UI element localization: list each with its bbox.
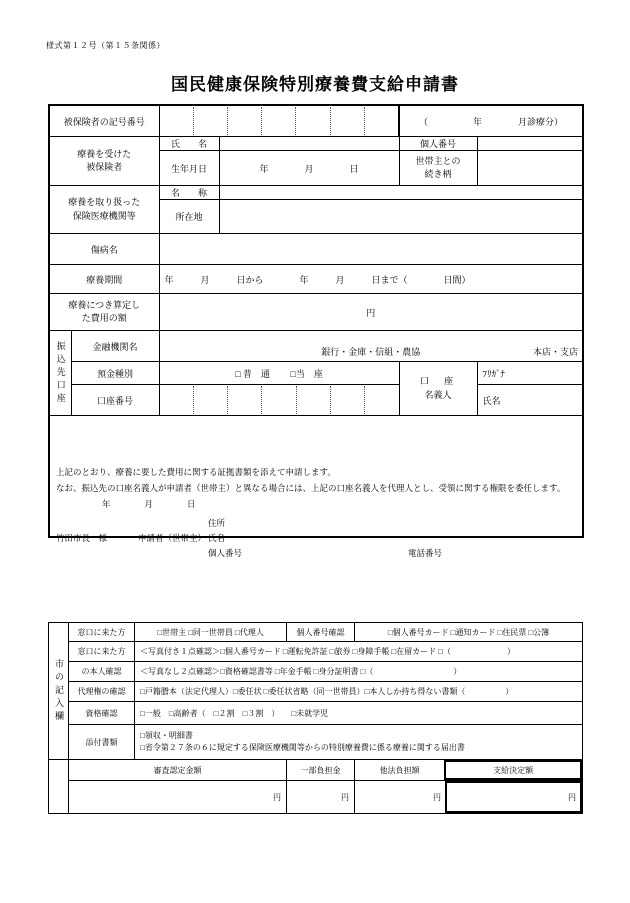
visitor-options[interactable]: □世帯主 □同一世帯員 □代理人 xyxy=(135,623,287,642)
institution-name-input[interactable] xyxy=(219,186,583,200)
qualification-label: 資格確認 xyxy=(69,702,135,725)
table-row-attachments xyxy=(49,725,583,760)
amount-header-2-3-wrap xyxy=(355,760,583,781)
cost-label-line2: た費用の額 xyxy=(81,313,127,323)
signature-address-label: 住所 xyxy=(208,518,226,528)
period-label: 療養期間 xyxy=(49,265,159,294)
cost-label-line1: 療養につき算定し xyxy=(68,299,141,310)
insured-birth-label: 生年月日 xyxy=(159,151,219,186)
bank-vertical-label-text: 振込先口座 xyxy=(55,340,66,406)
attachments-options[interactable] xyxy=(135,725,583,760)
city-vertical-label xyxy=(49,623,69,760)
amount-value-2-3-wrap xyxy=(355,781,583,814)
insured-label xyxy=(49,137,159,186)
qualification-options[interactable]: □一般 □高齢者（ □２割 □３割 ） □未就学児 xyxy=(135,702,583,725)
applicant-label: 申請者（世帯主） xyxy=(138,533,207,543)
relation-label-line1: 世帯主との xyxy=(415,155,461,166)
table-row-account-number xyxy=(49,385,583,416)
insured-mynumber-label: 個人番号 xyxy=(399,137,477,151)
attachments-label: 添付書類 xyxy=(69,725,135,760)
proxy-options[interactable]: □戸籍謄本（法定代理人）□委任状 □委任状省略（同一世帯員）□本人しか持ち得ない書類（ ） xyxy=(135,682,583,702)
table-row-institution-name xyxy=(49,186,583,200)
signature-phone-label: 電話番号 xyxy=(408,548,443,558)
attachment-receipt-checkbox[interactable]: □領収・明細書 xyxy=(140,731,193,741)
insured-name-input[interactable] xyxy=(219,137,399,151)
table-row-visitor xyxy=(49,623,583,642)
bank-institution-types: 銀行・金庫・信組・農協 xyxy=(321,347,421,357)
identity-label-line2: の本人確認 xyxy=(69,662,135,682)
identity-photo-line[interactable]: ＜写真付き１点確認＞□個人番号カード □運転免許証 □旅券 □身障手帳 □在留カード □（ ） xyxy=(135,642,583,662)
account-holder-label-line2: 名義人 xyxy=(424,389,452,400)
table-row-bank-institution xyxy=(49,331,583,362)
table-row-amount-headers xyxy=(49,760,583,781)
insured-label-line2: 被保険者 xyxy=(86,162,123,172)
signature-mynumber-label: 個人番号 xyxy=(208,548,243,558)
page-title: 国民健康保険特別療養費支給申請書 xyxy=(171,75,459,94)
treatment-period-note: （ 年 月診療分） xyxy=(399,105,583,137)
account-number-label: 口座番号 xyxy=(71,385,159,416)
proxy-label: 代理権の確認 xyxy=(69,682,135,702)
institution-address-input[interactable] xyxy=(219,200,583,234)
symbol-number-label: 被保険者の記号番号 xyxy=(49,105,159,137)
mayor-label: 竹田市長 様 xyxy=(56,533,108,543)
declaration-line-1: 上記のとおり、療養に要した費用に関する証拠書類を添えて申請します。 xyxy=(56,467,336,477)
visitor-label: 窓口に来た方 xyxy=(69,623,135,642)
table-row-cost xyxy=(49,294,583,331)
identity-nophoto-line[interactable]: ＜写真なし２点確認＞□資格確認書等 □年金手帳 □身分証明書 □（ ） xyxy=(135,662,583,682)
bank-institution-input[interactable] xyxy=(159,331,583,362)
mynumber-check-options[interactable]: □個人番号カード □通知カード □住民票 □公簿 xyxy=(355,623,583,642)
account-holder-label-line1: 口 座 xyxy=(420,376,457,387)
city-vertical-label-text: 市の記入欄 xyxy=(54,658,64,724)
institution-label-line1: 療養を取り扱った xyxy=(68,197,141,208)
signature-name-label: 氏名 xyxy=(208,533,226,543)
deposit-current-checkbox[interactable]: □当 座 xyxy=(290,368,323,379)
table-row-symbol-number xyxy=(49,105,583,137)
amount-value-3[interactable]: 円 xyxy=(446,782,581,812)
period-input[interactable]: 年 月 日から 年 月 日まで（ 日間） xyxy=(159,265,583,294)
amount-header-2: 他法負担額 xyxy=(355,761,445,779)
signature-block xyxy=(56,516,572,561)
declaration-line-2: なお、振込先の口座名義人が申請者（世帯主）と異なる場合には、上記の口座名義人を代理人とし、受領に関する権限を委任します。 xyxy=(56,483,566,494)
table-row-proxy xyxy=(49,682,583,702)
table-row-disease xyxy=(49,234,583,265)
institution-label xyxy=(49,186,159,234)
amount-header-3: 支給決定額 xyxy=(445,761,581,779)
bank-institution-label: 金融機関名 xyxy=(71,331,159,362)
account-holder-label xyxy=(399,362,477,416)
identity-label-line1: 窓口に来た方 xyxy=(69,642,135,662)
insured-mynumber-input[interactable] xyxy=(477,137,583,151)
city-entry-table xyxy=(48,622,583,814)
form-number: 様式第１２号（第１５条関係） xyxy=(46,41,165,50)
account-name-input[interactable]: 氏名 xyxy=(477,385,583,416)
table-row-insured-name xyxy=(49,137,583,151)
insured-label-line1: 療養を受けた xyxy=(77,148,132,159)
insured-name-label: 氏 名 xyxy=(159,137,219,151)
cost-label xyxy=(49,294,159,331)
insured-birth-input[interactable]: 年 月 日 xyxy=(219,151,399,186)
amount-value-1[interactable]: 円 xyxy=(287,781,355,814)
institution-label-line2: 保険医療機関等 xyxy=(72,210,136,221)
declaration-block xyxy=(56,464,572,512)
institution-address-label: 所在地 xyxy=(159,200,219,234)
deposit-ordinary-checkbox[interactable]: □ 普 通 xyxy=(235,368,270,379)
relation-label xyxy=(399,151,477,186)
bank-vertical-label xyxy=(49,331,71,416)
attachment-notification-checkbox[interactable]: □省令第２７条の６に規定する保険医療機関等からの特別療養費に係る療養に関する届出書 xyxy=(140,743,465,752)
amount-header-0: 審査認定金額 xyxy=(69,760,287,781)
cost-input[interactable]: 円 xyxy=(159,294,583,331)
institution-name-label: 名 称 xyxy=(159,186,219,200)
table-row-identity-2 xyxy=(49,662,583,682)
mynumber-check-label: 個人番号確認 xyxy=(287,623,355,642)
table-row-qualification xyxy=(49,702,583,725)
table-row-amount-values xyxy=(49,781,583,814)
disease-label: 傷病名 xyxy=(49,234,159,265)
disease-input[interactable] xyxy=(159,234,583,265)
deposit-type-options[interactable] xyxy=(159,362,399,385)
deposit-type-label: 預金種別 xyxy=(71,362,159,385)
amount-header-1: 一部負担金 xyxy=(287,760,355,781)
table-row-deposit-type xyxy=(49,362,583,385)
bank-branch-types: 本店・支店 xyxy=(533,347,579,357)
relation-label-line2: 続き柄 xyxy=(424,169,452,179)
account-furigana-input[interactable]: ﾌﾘｶﾞﾅ xyxy=(477,362,583,385)
declaration-date[interactable]: 年 月 日 xyxy=(102,499,196,510)
amount-value-2[interactable]: 円 xyxy=(355,782,446,812)
amount-value-0[interactable]: 円 xyxy=(69,781,287,814)
table-row-identity-1 xyxy=(49,642,583,662)
symbol-number-input[interactable] xyxy=(159,105,399,137)
relation-input[interactable] xyxy=(477,151,583,186)
table-row-period xyxy=(49,265,583,294)
account-number-input[interactable] xyxy=(159,385,399,416)
